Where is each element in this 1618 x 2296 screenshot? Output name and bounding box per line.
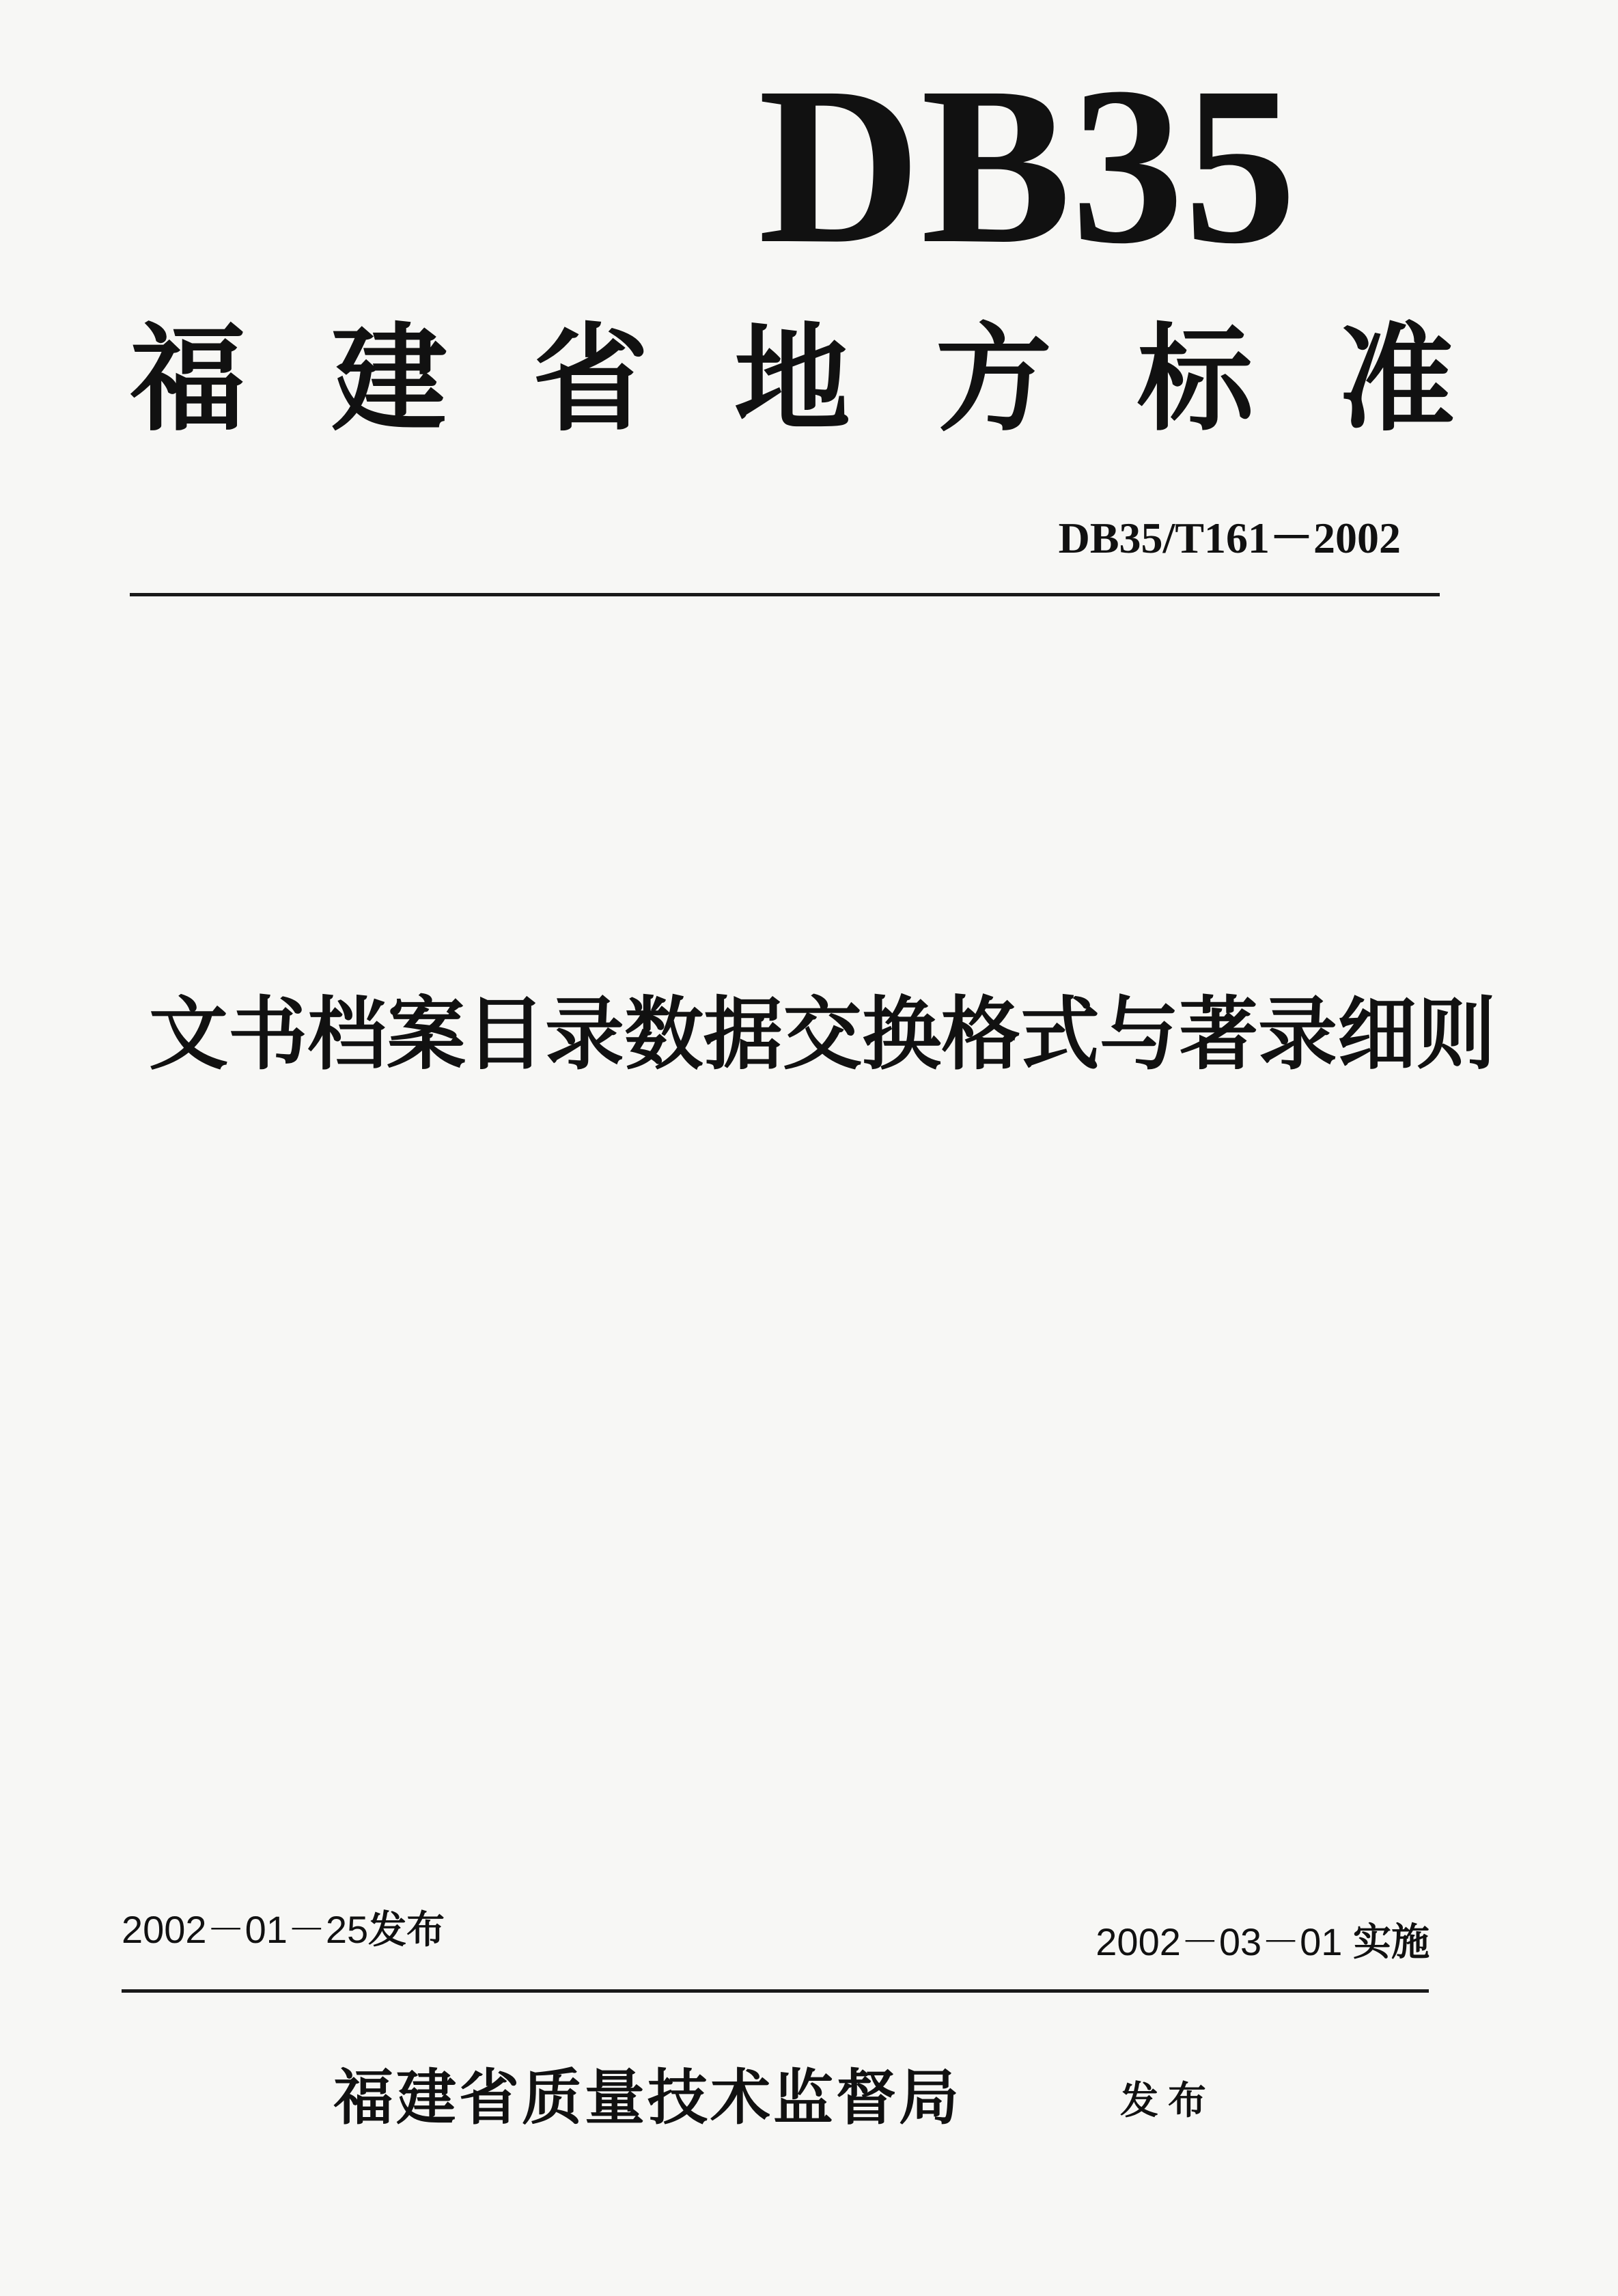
title-char: 准 — [1338, 311, 1455, 447]
title-char: 福 — [130, 311, 247, 447]
publisher-name: 福建省质量技术监督局 — [333, 2062, 962, 2133]
standard-category-title — [130, 311, 1455, 447]
publisher-suffix: 发布 — [1120, 2078, 1216, 2123]
title-char: 建 — [331, 311, 447, 447]
issue-suffix: 发布 — [368, 1908, 445, 1952]
standard-mark: DB35 — [758, 41, 1297, 290]
effective-suffix: 实施 — [1353, 1920, 1429, 1965]
title-char: 方 — [935, 311, 1052, 447]
issue-date: 2002－01－25 — [122, 1908, 369, 1951]
title-char: 标 — [1136, 311, 1253, 447]
title-char: 地 — [734, 311, 850, 447]
document-title: 文书档案目录数据交换格式与著录细则 — [149, 988, 1496, 1081]
effective-date: 2002－03－01 — [1096, 1920, 1343, 1963]
effective-date-line — [1096, 1918, 1429, 1967]
bottom-divider — [122, 1989, 1429, 1993]
issue-date-line — [122, 1906, 445, 1954]
title-char: 省 — [532, 311, 649, 447]
standard-code: DB35/T161－2002 — [1058, 514, 1401, 562]
top-divider — [130, 593, 1440, 596]
